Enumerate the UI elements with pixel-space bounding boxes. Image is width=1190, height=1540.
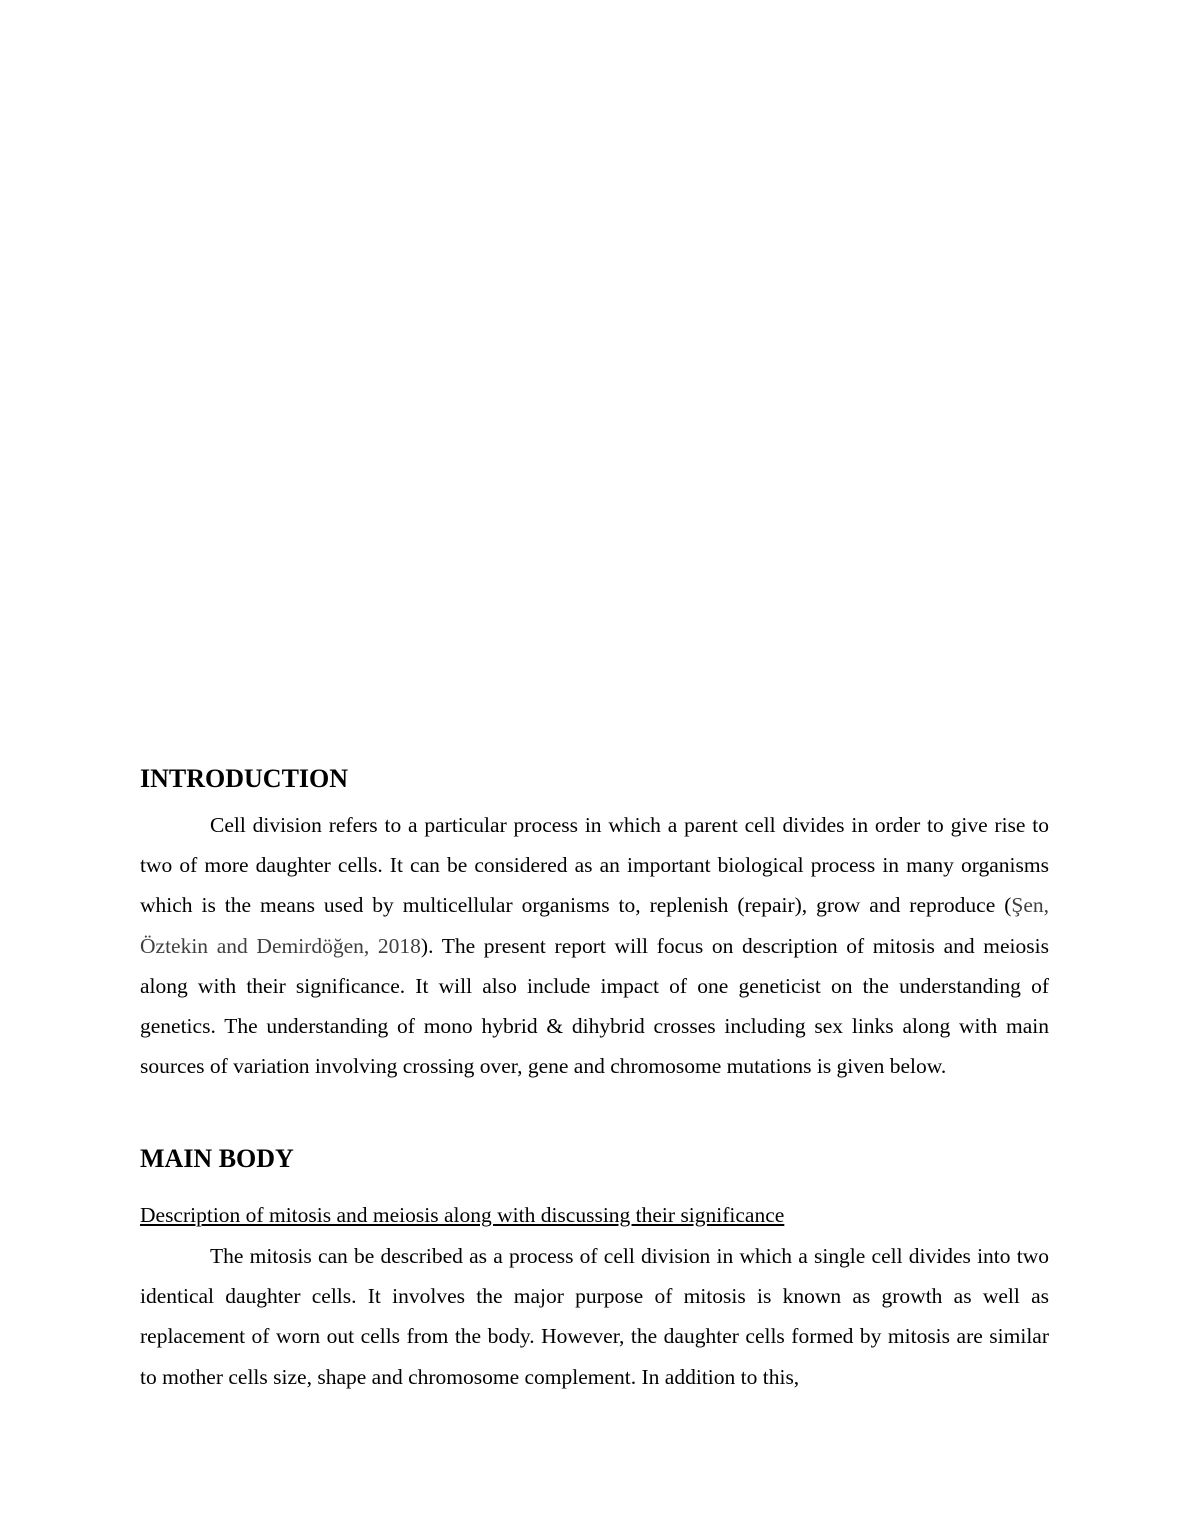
introduction-heading: INTRODUCTION [140, 764, 349, 793]
intro-text-part1: Cell division refers to a particular process in which a parent cell divides in order to give rise to two of more daughter cells. It can be considered as an important biological process in many organisms which is the means used by multicellular organisms to, replenish (repair), grow and reproduce ( [140, 813, 1049, 918]
intro-text-part2: ). The present report will focus on description of mitosis and meiosis along with their significance. It will also include impact of one geneticist on the understanding of genetics. The understanding of mono hybrid & dihybrid crosses including sex links along with main sources of variation involving crossing over, gene and chromosome mutations is given below. [140, 933, 1049, 1079]
main-body-heading: MAIN BODY [140, 1144, 294, 1173]
main-body-paragraph: The mitosis can be described as a process of cell division in which a single cell divides into two identical daughter cells. It involves the major purpose of mitosis is known as growth as well as replacement of worn out cells from the body. However, the daughter cells formed by mitosis are similar to mother cells size, shape and chromosome complement. In addition to this, [140, 1244, 1049, 1389]
intro-citation: Şen, Öztekin and Demirdöğen, 2018 [140, 893, 1049, 958]
section-subheading: Description of mitosis and meiosis along with discussing their significance [140, 1203, 785, 1227]
introduction-paragraph [140, 805, 1049, 1086]
